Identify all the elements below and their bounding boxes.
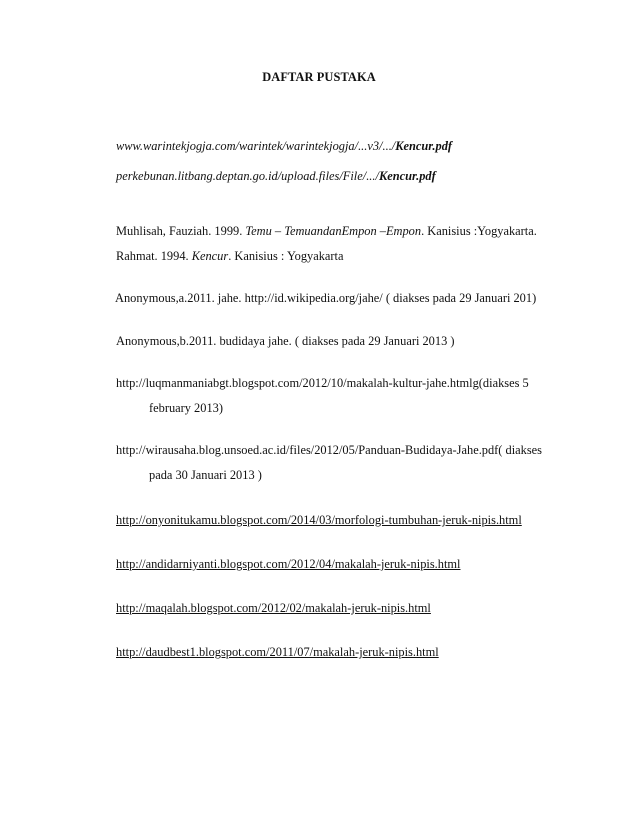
reference-link-daudbest1[interactable]: http://daudbest1.blogspot.com/2011/07/makalah-jeruk-nipis.html	[116, 645, 439, 659]
reference-wirausaha-line2: pada 30 Januari 2013 )	[149, 468, 262, 482]
reference-link-onyonitukamu[interactable]: http://onyonitukamu.blogspot.com/2014/03/morfologi-tumbuhan-jeruk-nipis.html	[116, 513, 522, 527]
reference-book-title: Temu – TemuandanEmpon –Empon	[245, 224, 422, 238]
reference-publisher: . Kanisius :Yogyakarta.	[421, 224, 537, 238]
reference-publisher: . Kanisius : Yogyakarta	[228, 249, 344, 263]
reference-url-text: www.warintekjogja.com/warintek/warintekjogja/...v3/.../	[116, 139, 396, 153]
reference-url-kencur-litbang[interactable]	[116, 169, 436, 184]
reference-book-title: Kencur	[191, 249, 229, 263]
reference-muhlisah	[116, 224, 537, 239]
reference-url-text: perkebunan.litbang.deptan.go.id/upload.files/File/.../	[116, 169, 379, 183]
reference-author-year: Rahmat. 1994.	[116, 249, 192, 263]
reference-link-maqalah[interactable]: http://maqalah.blogspot.com/2012/02/makalah-jeruk-nipis.html	[116, 601, 431, 615]
reference-rahmat	[116, 249, 344, 264]
reference-anonymous-b: Anonymous,b.2011. budidaya jahe. ( diakses pada 29 Januari 2013 )	[116, 334, 455, 348]
reference-author-year: Muhlisah, Fauziah. 1999.	[116, 224, 246, 238]
reference-file-name: Kencur.pdf	[395, 139, 453, 153]
reference-anonymous-a: Anonymous,a.2011. jahe. http://id.wikipedia.org/jahe/ ( diakses pada 29 Januari 201)	[115, 291, 537, 305]
page-title: DAFTAR PUSTAKA	[262, 70, 376, 84]
reference-link-andidarniyanti[interactable]: http://andidarniyanti.blogspot.com/2012/04/makalah-jeruk-nipis.html	[116, 557, 461, 571]
reference-wirausaha-line1[interactable]: http://wirausaha.blog.unsoed.ac.id/files/2012/05/Panduan-Budidaya-Jahe.pdf( diakses	[116, 443, 543, 457]
reference-luqmanmaniabgt-line2: february 2013)	[149, 401, 223, 415]
reference-file-name: Kencur.pdf	[378, 169, 436, 183]
reference-url-kencur-warintek[interactable]	[116, 139, 452, 154]
reference-luqmanmaniabgt-line1[interactable]: http://luqmanmaniabgt.blogspot.com/2012/10/makalah-kultur-jahe.htmlg(diakses 5	[116, 376, 529, 390]
